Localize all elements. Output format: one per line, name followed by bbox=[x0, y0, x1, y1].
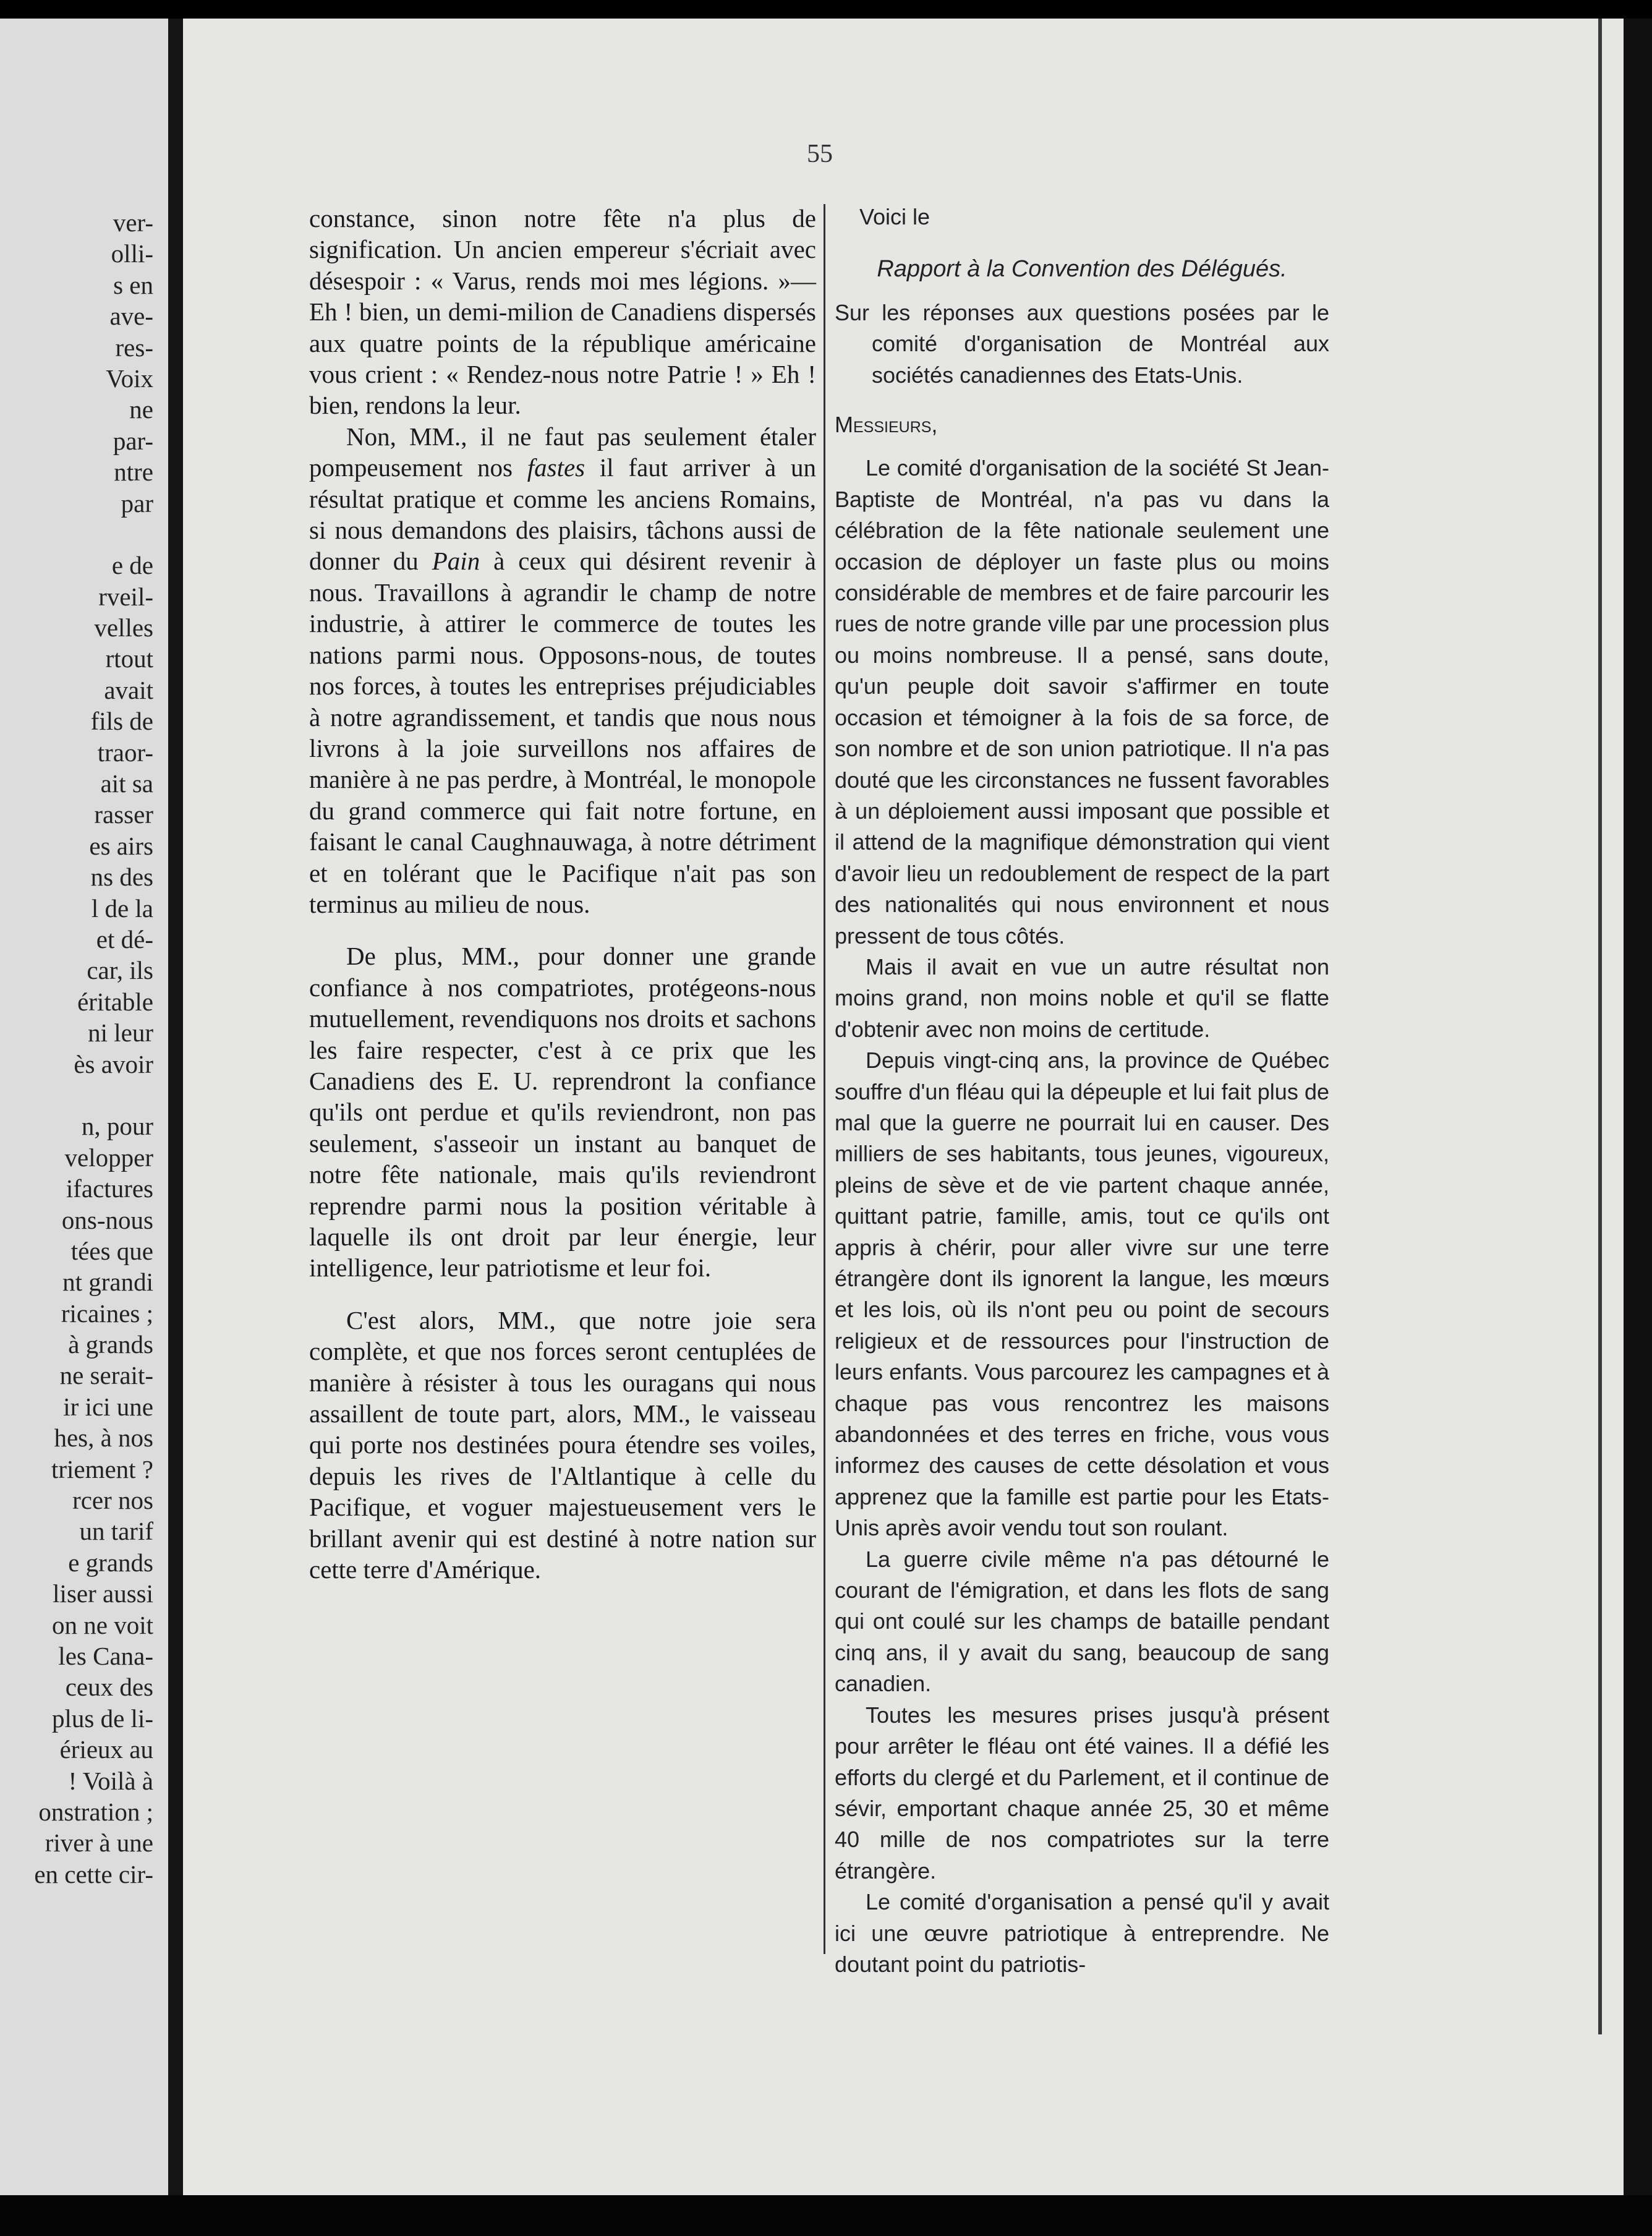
facing-page-line: ne serait- bbox=[59, 1361, 153, 1390]
facing-page-line: car, ils bbox=[87, 956, 153, 985]
facing-page-line: ne bbox=[129, 395, 153, 424]
facing-page-line: à grands bbox=[68, 1330, 153, 1359]
facing-page-line: Voix bbox=[106, 364, 153, 393]
report-subtitle: Sur les réponses aux questions posées par le comité d'organisation de Montréal aux sociétés canadiennes des Etats-Unis. bbox=[835, 299, 1329, 388]
facing-page-line: e grands bbox=[68, 1548, 153, 1577]
facing-page-line: ni leur bbox=[88, 1018, 153, 1048]
facing-page-line: rtout bbox=[105, 644, 153, 673]
facing-page-line: et dé- bbox=[96, 924, 153, 954]
facing-page-line: un tarif bbox=[79, 1517, 153, 1546]
facing-page-line: par- bbox=[113, 426, 153, 455]
facing-page-line: onstration ; bbox=[38, 1797, 153, 1826]
facing-page-line: ons-nous bbox=[61, 1205, 153, 1234]
facing-page-line: rasser bbox=[94, 800, 153, 829]
facing-page-line: ns des bbox=[90, 863, 153, 892]
facing-page-line: on ne voit bbox=[52, 1610, 153, 1639]
report-paragraph-6: Le comité d'organisation a pensé qu'il y avait ici une œuvre patriotique à entreprendre. Ne doutant point du patriotis- bbox=[835, 1889, 1329, 1977]
report-title: Rapport à la Convention des Délégués. bbox=[877, 256, 1287, 283]
facing-page-line: ceux des bbox=[65, 1673, 153, 1702]
page-number: 55 bbox=[807, 140, 833, 168]
salutation: Messieurs, bbox=[835, 412, 938, 438]
facing-page-line: river à une bbox=[45, 1828, 153, 1858]
facing-page-line: velles bbox=[94, 613, 153, 642]
facing-page-fragment bbox=[0, 19, 168, 2195]
facing-page-line: érieux au bbox=[59, 1735, 153, 1764]
facing-page-line: fils de bbox=[90, 707, 153, 736]
italic-fastes: fastes bbox=[527, 453, 585, 482]
facing-page-line: ait sa bbox=[100, 769, 153, 798]
italic-pain: Pain bbox=[432, 547, 480, 576]
facing-page-line: res- bbox=[115, 333, 153, 362]
page-border-line bbox=[1598, 19, 1602, 2034]
facing-page-line: olli- bbox=[111, 239, 153, 268]
paragraph-1: constance, sinon notre fête n'a plus de signification. Un ancien empereur s'écriait avec désespoir : « Varus, rends moi mes légions. »—Eh ! bien, un demi-milion de Canadiens dispersés aux quatre points de la république américaine vous crient : « Rendez-nous notre Patrie ! » Eh ! bien, rendons la leur. bbox=[309, 204, 816, 420]
report-paragraph-5: Toutes les mesures prises jusqu'à présent pour arrêter le fléau ont été vaines. Il a défié les efforts du clergé et du Parlement, et il continue de sévir, emportant chaque année 25, 30 et même 40 mille de nos compatriotes sur la terre étrangère. bbox=[835, 1702, 1329, 1884]
facing-page-line: rveil- bbox=[98, 582, 153, 611]
right-column bbox=[835, 202, 1329, 1980]
report-paragraph-3: Depuis vingt-cinq ans, la province de Québec souffre d'un fléau qui la dépeuple et lui fait plus de mal que la guerre ne pourrait lui en causer. Des milliers de ses habitants, tous jeunes, vigoureux, pleins de sève et de vie partent chaque année, quittant patrie, famille, amis, tout ce qu'ils ont appris à chérir, pour aller vivre sur une terre étrangère dont ils ignorent la langue, les mœurs et les lois, où ils n'ont peu ou point de secours religieux et de ressources pour l'instruction de leurs enfants. Vous parcourez les campagnes et à chaque pas vous rencontrez les maisons abandonnées et des terres en friche, vous vous informez des causes de cette désolation et vous apprenez que la famille est partie pour les Etats-Unis après avoir vendu tout son roulant. bbox=[835, 1048, 1329, 1541]
facing-page-line: s en bbox=[113, 270, 153, 299]
facing-page-line: ! Voilà à bbox=[68, 1766, 153, 1795]
facing-page-line: nt grandi bbox=[62, 1268, 153, 1297]
facing-page-line: plus de li- bbox=[52, 1704, 153, 1733]
paragraph-4: C'est alors, MM., que notre joie sera complète, et que nos forces seront centuplées de manière à résister à tous les ouragans qui nous assaillent de toute part, alors, MM., le vaisseau qui porte nos destinées poura étendre ses voiles, depuis les rives de l'Altlantique à celle du Pacifique, et voguer majestueusement vers le brillant avenir qui est destiné à notre nation sur cette terre d'Amérique. bbox=[309, 1305, 816, 1584]
facing-page-line: tées que bbox=[70, 1236, 153, 1265]
facing-page-line: en cette cir- bbox=[34, 1859, 153, 1888]
facing-page-line: l de la bbox=[91, 894, 153, 923]
facing-page-line: e de bbox=[111, 551, 153, 580]
facing-page-line bbox=[0, 519, 153, 550]
facing-page-line: es airs bbox=[89, 831, 153, 860]
left-column bbox=[309, 203, 816, 1585]
facing-page-line: velopper bbox=[64, 1143, 153, 1172]
facing-page-line: liser aussi bbox=[53, 1579, 153, 1608]
facing-page-line: n, pour bbox=[81, 1112, 153, 1141]
facing-page-line: éritable bbox=[77, 987, 153, 1016]
facing-page-line: par bbox=[121, 489, 153, 518]
column-divider bbox=[824, 204, 825, 1954]
facing-page-line bbox=[0, 1080, 153, 1111]
book-gutter bbox=[168, 19, 183, 2195]
facing-page-line: ès avoir bbox=[74, 1049, 153, 1078]
paragraph-2: Non, MM., il ne faut pas seulement étaler pompeusement nos fastes il faut arriver à un résultat pratique et comme les anciens Romains, si nous demandons des plaisirs, tâchons aussi de donner du Pain à ceux qui désirent revenir à nous. Travaillons à agrandir le champ de notre industrie, à attirer le commerce de toutes les nations parmi nous. Opposons-nous, de toutes nos forces, à toutes les entreprises préjudiciables à notre agrandissement, et tandis que nous nous livrons à la joie surveillons nos affaires de manière à ne pas perdre, à Montréal, le monopole du grand commerce qui fait notre fortune, en faisant le canal Caughnauwaga, à notre détriment et en tolérant que le Pacifique n'ait pas son terminus au milieu de nous. bbox=[309, 422, 816, 918]
facing-page-line: ntre bbox=[114, 458, 153, 487]
intro-line: Voici le bbox=[859, 204, 930, 229]
facing-page-line: rcer nos bbox=[72, 1486, 153, 1515]
facing-page-text bbox=[0, 207, 153, 1890]
facing-page-line: ifactures bbox=[66, 1174, 153, 1203]
facing-page-line: avait bbox=[104, 675, 153, 704]
report-paragraph-1: Le comité d'organisation de la société St Jean-Baptiste de Montréal, n'a pas vu dans la célébration de la fête nationale seulement une occasion de déployer un faste plus ou moins considérable de membres et de faire parcourir les rues de notre grande ville par une procession plus ou moins nombreuse. Il a pensé, sans doute, qu'un peuple doit savoir s'affirmer en toute occasion et témoigner à la fois de sa force, de son nombre et de son union patriotique. Il n'a pas douté que les circonstances ne fussent favorables à un déploiement aussi imposant que possible et il attend de la magnifique démonstration qui vient d'avoir lieu un redoublement de respect de la part des nationalités qui nous environnent et nous pressent de tous côtés. bbox=[835, 455, 1329, 949]
facing-page-line: traor- bbox=[97, 738, 153, 767]
facing-page-line: triement ? bbox=[51, 1454, 153, 1483]
facing-page-line: ir ici une bbox=[63, 1392, 153, 1421]
facing-page-line: ave- bbox=[109, 302, 153, 331]
report-paragraph-4: La guerre civile même n'a pas détourné le courant de l'émigration, et dans les flots de sang qui ont coulé sur les champs de bataille pendant cinq ans, il y avait du sang, beaucoup de sang canadien. bbox=[835, 1546, 1329, 1697]
facing-page-line: ver- bbox=[113, 208, 153, 237]
scan-top-border bbox=[0, 0, 1652, 19]
facing-page-line: ricaines ; bbox=[61, 1299, 153, 1328]
facing-page-line: hes, à nos bbox=[54, 1423, 153, 1453]
report-paragraph-2: Mais il avait en vue un autre résultat non moins grand, non moins noble et qu'il se flatte d'obtenir avec non moins de certitude. bbox=[835, 954, 1329, 1042]
facing-page-line: les Cana- bbox=[58, 1641, 153, 1670]
scan-right-border bbox=[1624, 19, 1652, 2195]
paragraph-3: De plus, MM., pour donner une grande confiance à nos compatriotes, protégeons-nous mutuellement, revendiquons nos droits et sachons les faire respecter, c'est à ce prix que les Canadiens des E. U. reprendront la confiance qu'ils ont perdue et qu'ils reviendront, non pas seulement, s'asseoir un instant au banquet de notre fête nationale, mais qu'ils reviendront reprendre parmi nous la position véritable à laquelle ils ont droit par leur énergie, leur intelligence, leur patriotisme et leur foi. bbox=[309, 942, 816, 1282]
